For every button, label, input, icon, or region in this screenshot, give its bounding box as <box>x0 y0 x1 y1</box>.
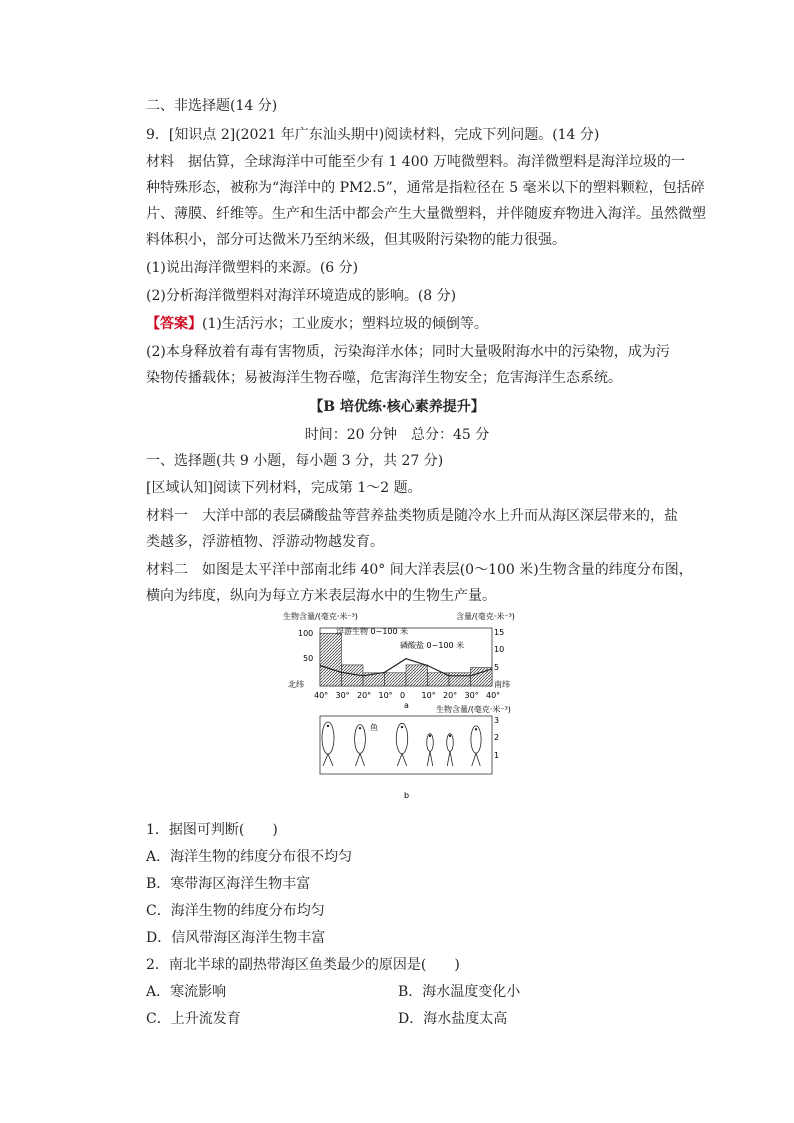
question9-header: 9．[知识点 2](2021 年广东汕头期中)阅读材料，完成下列问题。(14 分) <box>146 127 600 143</box>
plankton-bar <box>406 665 428 686</box>
panel-b-tick-1: 1 <box>494 751 500 760</box>
question9-part2: (2)分析海洋微塑料对海洋环境造成的影响。(8 分) <box>146 288 457 304</box>
right-tick-15: 15 <box>494 628 505 637</box>
figure <box>278 608 538 818</box>
x-tick-label: 30° <box>335 691 350 700</box>
panel-b-tick-2: 2 <box>494 733 500 742</box>
plankton-bar <box>320 633 342 686</box>
material2-line-1: 材料二 如图是太平洋中部南北纬 40° 间大洋表层(0～100 米)生物含量的纬度分布图， <box>146 562 693 578</box>
x-tick-label: 10° <box>378 691 393 700</box>
panel-a-left-axis-label: 生物含量/(毫克·米⁻³) <box>283 612 358 621</box>
material2-line-2: 横向为纬度，纵向为每立方米表层海水中的生物生产量。 <box>146 588 496 604</box>
x-tick-label: 10° <box>421 691 436 700</box>
q2-option-a[interactable]: A．寒流影响 <box>146 984 227 1000</box>
region-intro: [区域认知]阅读下列材料，完成第 1～2 题。 <box>146 480 422 496</box>
question1: 1．据图可判断( ) <box>146 822 278 838</box>
right-tick-5: 5 <box>494 663 500 672</box>
plankton-bar <box>385 673 407 686</box>
fish-icon <box>322 722 334 766</box>
answer-line-1 <box>146 314 488 334</box>
answer-2-line-1: (2)本身释放着有毒有害物质，污染海洋水体；同时大量吸附海水中的污染物，成为污 <box>146 344 670 360</box>
answer-tag: 【答案】 <box>146 316 202 332</box>
question9-part1: (1)说出海洋微塑料的来源。(6 分) <box>146 260 359 276</box>
south-label: 南纬 <box>494 680 510 689</box>
material-line-4: 料体积小，部分可达微米乃至纳米级，但其吸附污染物的能力很强。 <box>146 232 566 248</box>
material-line-3: 片、薄膜、纤维等。生产和生活中都会产生大量微塑料，并伴随废弃物进入海洋。虽然微塑 <box>146 206 706 222</box>
fish-icon <box>471 726 481 766</box>
x-tick-label: 20° <box>357 691 372 700</box>
x-tick-label: 30° <box>464 691 479 700</box>
q1-option-c[interactable]: C．海洋生物的纬度分布均匀 <box>146 903 325 919</box>
question2: 2．南北半球的副热带海区鱼类最少的原因是( ) <box>146 957 460 973</box>
q2-option-c[interactable]: C．上升流发育 <box>146 1011 241 1027</box>
material1-line-2: 类越多，浮游植物、浮游动物越发育。 <box>146 534 384 550</box>
fish-icons-group <box>322 722 481 766</box>
q1-option-b[interactable]: B．寒带海区海洋生物丰富 <box>146 876 311 892</box>
material-line-1: 材料 据估算，全球海洋中可能至少有 1 400 万吨微塑料。海洋微塑料是海洋垃圾的一 <box>146 154 685 170</box>
panel-b-frame <box>320 716 492 774</box>
material-line-2: 种特殊形态，被称为“海洋中的 PM2.5”，通常是指粒径在 5 毫米以下的塑料颗粒，包括碎 <box>146 180 705 196</box>
panel-b-axis-label: 生物含量/(毫克·米⁻³) <box>436 705 511 714</box>
material1-line-1: 材料一 大洋中部的表层磷酸盐等营养盐类物质是随冷水上升而从海区深层带来的，盐 <box>146 508 678 524</box>
panel-a-right-axis-label: 含量/(毫克·米⁻³) <box>456 612 515 621</box>
left-tick-100: 100 <box>298 629 314 638</box>
fish-icon <box>355 725 366 766</box>
x-tick-label: 40° <box>486 691 501 700</box>
x-tick-label: 0 <box>400 691 406 700</box>
x-tick-label: 40° <box>314 691 329 700</box>
q2-option-d[interactable]: D．海水盐度太高 <box>398 1011 508 1027</box>
section2-title: 二、非选择题(14 分) <box>146 98 278 114</box>
right-tick-10: 10 <box>494 645 505 654</box>
panel-b-caption: b <box>404 791 410 800</box>
fish-icon <box>427 734 434 766</box>
panel-b-tick-3: 3 <box>494 716 500 725</box>
fish-icon <box>447 734 454 766</box>
panel-a-caption: a <box>404 701 409 710</box>
q1-option-d[interactable]: D．信风带海区海洋生物丰富 <box>146 930 326 946</box>
fish-icon <box>396 723 407 766</box>
answer-2-line-2: 染物传播载体；易被海洋生物吞噬，危害海洋生物安全；危害海洋生态系统。 <box>146 370 622 386</box>
phosphate-series-label: 磷酸盐 0~100 米 <box>400 641 465 650</box>
section-b-title: 【B 培优练·核心素养提升】 <box>309 399 485 415</box>
plankton-series-label: 浮游生物 0~100 米 <box>336 627 409 636</box>
left-tick-50: 50 <box>303 654 314 663</box>
q1-option-a[interactable]: A．海洋生物的纬度分布很不均匀 <box>146 849 353 865</box>
fish-legend-label: 鱼 <box>370 723 378 732</box>
section1-title: 一、选择题(共 9 小题，每小题 3 分，共 27 分) <box>146 453 444 469</box>
x-tick-group <box>314 691 500 700</box>
time-info: 时间：20 分钟 总分：45 分 <box>304 427 490 443</box>
answer-1: (1)生活污水；工业废水；塑料垃圾的倾倒等。 <box>202 316 488 332</box>
q2-option-b[interactable]: B．海水温度变化小 <box>398 984 521 1000</box>
plankton-bar <box>449 673 471 686</box>
north-label: 北纬 <box>288 680 304 689</box>
x-tick-label: 20° <box>443 691 458 700</box>
